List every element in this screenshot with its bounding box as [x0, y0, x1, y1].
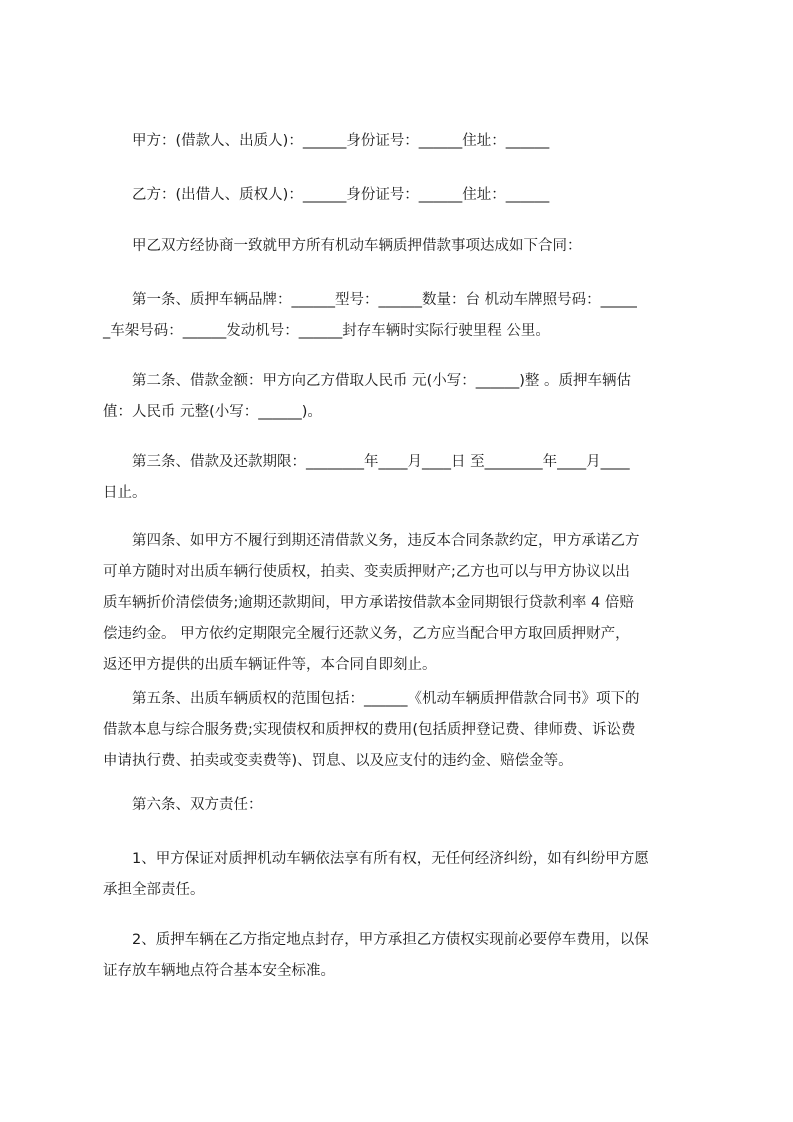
- text-line: 第一条、质押车辆品牌：______型号：______数量：台 机动车牌照号码：_____: [103, 292, 637, 308]
- clause-6-heading: [103, 790, 703, 821]
- clause-3: [103, 447, 703, 509]
- text-line: 乙方：(出借人、质权人)：______身份证号：______住址：______: [103, 187, 550, 203]
- text-line: 2、质押车辆在乙方指定地点封存，甲方承担乙方债权实现前必要停车费用，以保: [103, 932, 649, 948]
- clause-4: [103, 526, 703, 681]
- text-line: 甲乙双方经协商一致就甲方所有机动车辆质押借款事项达成如下合同：: [103, 238, 582, 254]
- text-line: _车架号码：______发动机号：______封存车辆时实际行驶里程 公里。: [103, 323, 550, 339]
- text-line: 第三条、借款及还款期限：________年____月____日 至________年____月____: [103, 454, 630, 470]
- text-line: 第二条、借款金额：甲方向乙方借取人民币 元(小写：______)整 。质押车辆估: [103, 373, 632, 389]
- clause-6-item-1: [103, 844, 703, 906]
- text-line: 甲方：(借款人、出质人)：______身份证号：______住址：______: [103, 133, 550, 149]
- text-line: 1、甲方保证对质押机动车辆依法享有所有权，无任何经济纠纷，如有纠纷甲方愿: [103, 851, 649, 867]
- text-line: 第四条、如甲方不履行到期还清借款义务，违反本合同条款约定，甲方承诺乙方: [103, 533, 640, 549]
- text-line: 值：人民币 元整(小写：______)。: [103, 404, 322, 420]
- text-line: 第五条、出质车辆质权的范围包括：______《机动车辆质押借款合同书》项下的: [103, 691, 640, 707]
- text-line: 申请执行费、拍卖或变卖费等)、罚息、以及应支付的违约金、赔偿金等。: [103, 753, 573, 769]
- text-line: 借款本息与综合服务费;实现债权和质押权的费用(包括质押登记费、律师费、诉讼费: [103, 722, 636, 738]
- text-line: 质车辆折价清偿债务;逾期还款期间，甲方承诺按借款本金同期银行贷款利率 4 倍赔: [103, 595, 634, 611]
- text-line: 证存放车辆地点符合基本安全标准。: [103, 963, 335, 979]
- text-line: 第六条、双方责任：: [103, 797, 263, 813]
- party-b-line: [103, 180, 703, 211]
- text-line: 偿违约金。 甲方依约定期限完全履行还款义务，乙方应当配合甲方取回质押财产，: [103, 626, 630, 642]
- preamble: [103, 231, 703, 262]
- text-line: 日止。: [103, 485, 147, 501]
- clause-5: [103, 684, 703, 777]
- clause-2: [103, 366, 703, 428]
- text-line: 返还甲方提供的出质车辆证件等，本合同自即刻止。: [103, 657, 437, 673]
- party-a-line: [103, 126, 703, 157]
- text-line: 承担全部责任。: [103, 882, 205, 898]
- clause-6-item-2: [103, 925, 703, 987]
- text-line: 可单方随时对出质车辆行使质权，拍卖、变卖质押财产;乙方也可以与甲方协议以出: [103, 564, 630, 580]
- clause-1: [103, 285, 703, 347]
